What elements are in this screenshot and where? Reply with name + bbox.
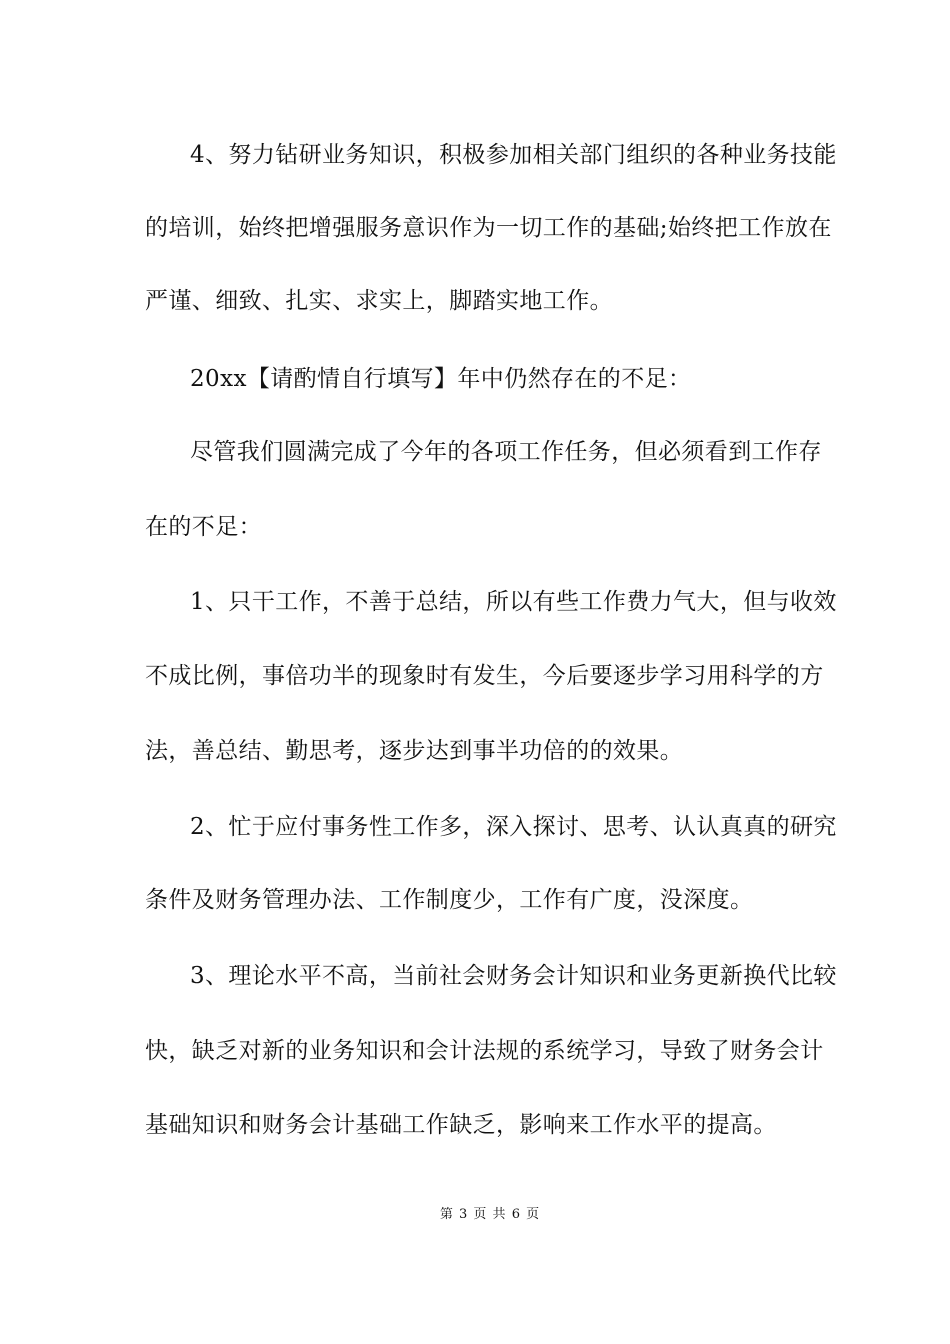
paragraph-item-1-line-2: 不成比例，事倍功半的现象时有发生，今后要逐步学习用科学的方: [145, 663, 824, 689]
paragraph-item-4-line-1: 4、努力钻研业务知识，积极参加相关部门组织的各种业务技能: [190, 142, 837, 168]
paragraph-item-3-line-2: 快，缺乏对新的业务知识和会计法规的系统学习，导致了财务会计: [145, 1038, 824, 1064]
paragraph-item-1-line-1: 1、只干工作，不善于总结，所以有些工作费力气大，但与收效: [190, 589, 837, 615]
paragraph-intro-line-2: 在的不足：: [145, 514, 262, 540]
paragraph-item-4-line-2: 的培训，始终把增强服务意识作为一切工作的基础;始终把工作放在: [145, 215, 832, 241]
paragraph-item-3-line-3: 基础知识和财务会计基础工作缺乏，影响来工作水平的提高。: [145, 1112, 777, 1138]
paragraph-item-1-line-3: 法，善总结、勤思考，逐步达到事半功倍的的效果。: [145, 738, 684, 764]
paragraph-item-2-line-2: 条件及财务管理办法、工作制度少，工作有广度，没深度。: [145, 887, 754, 913]
paragraph-item-2-line-1: 2、忙于应付事务性工作多，深入探讨、思考、认认真真的研究: [190, 814, 837, 840]
paragraph-item-3-line-1: 3、理论水平不高，当前社会财务会计知识和业务更新换代比较: [190, 963, 837, 989]
paragraph-intro-line-1: 尽管我们圆满完成了今年的各项工作任务，但必须看到工作存: [190, 439, 822, 465]
section-heading-shortcomings: 20xx【请酌情自行填写】年中仍然存在的不足：: [190, 366, 692, 392]
page-number-footer: 第 3 页 共 6 页: [439, 1207, 541, 1222]
paragraph-item-4-line-3: 严谨、细致、扎实、求实上，脚踏实地工作。: [145, 288, 613, 314]
